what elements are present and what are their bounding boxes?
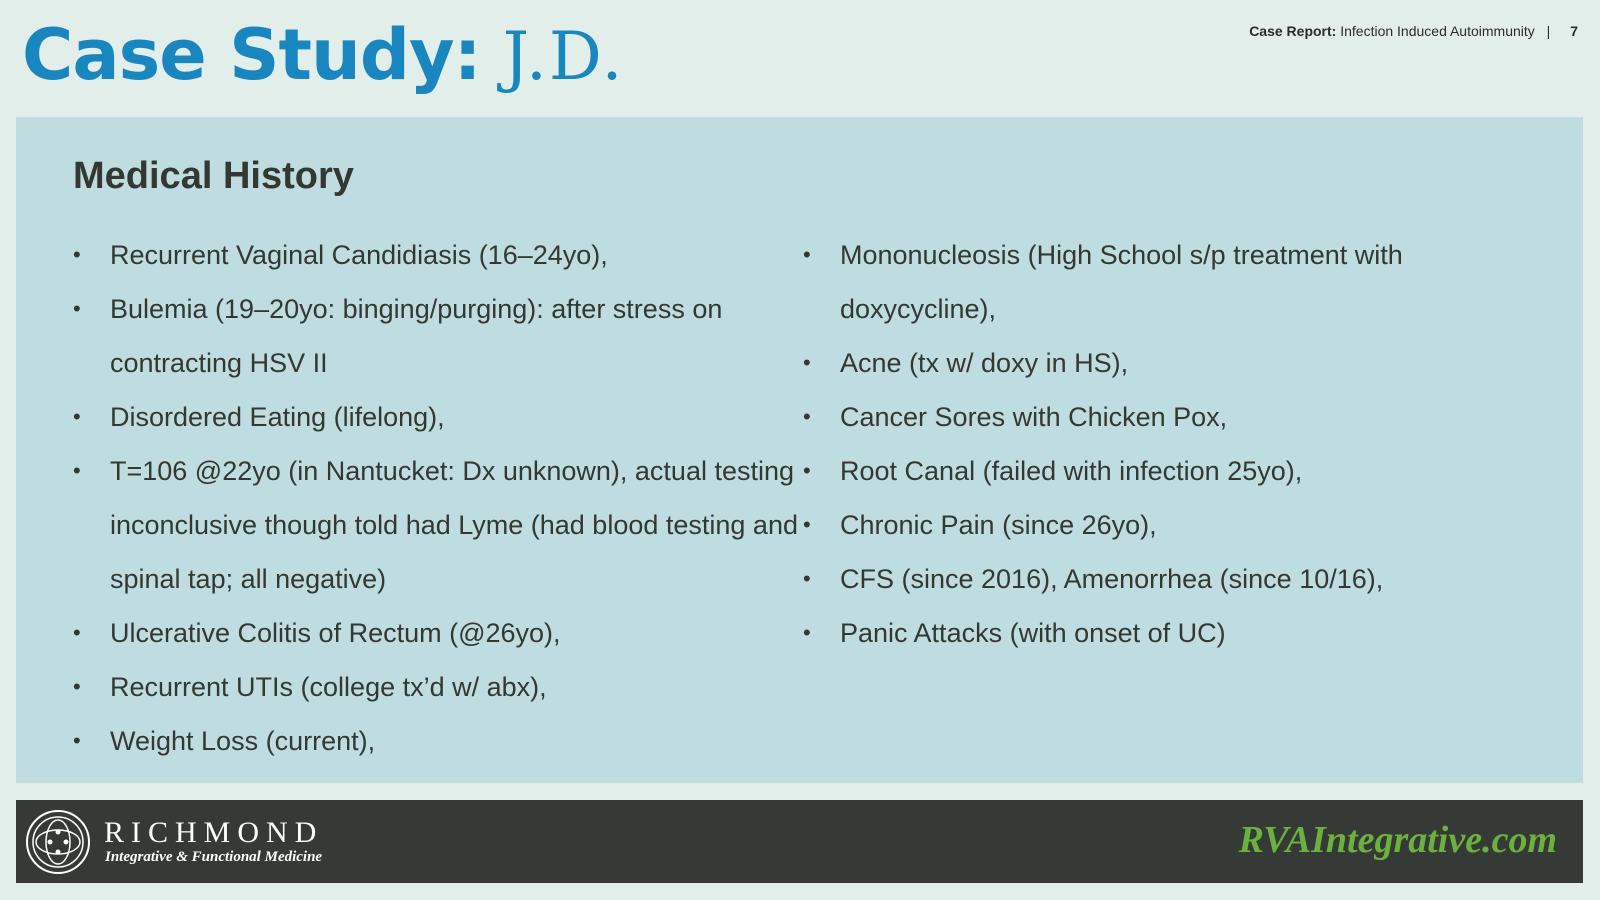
history-item-text: Cancer Sores with Chicken Pox, — [840, 402, 1228, 432]
content-panel — [16, 117, 1583, 783]
header-separator: | — [1546, 23, 1551, 39]
history-item-text: Panic Attacks (with onset of UC) — [840, 618, 1226, 648]
history-list-item — [803, 444, 1543, 498]
history-item-text: Bulemia (19–20yo: binging/purging): after stress on contracting HSV II — [110, 294, 723, 378]
history-item-text: Mononucleosis (High School s/p treatment with doxycycline), — [840, 240, 1403, 324]
history-item-text: CFS (since 2016), Amenorrhea (since 10/16), — [840, 564, 1384, 594]
bullet-icon: • — [803, 512, 811, 537]
slide-title-patient: J.D. — [502, 18, 625, 95]
history-item-text: Chronic Pain (since 26yo), — [840, 510, 1157, 540]
history-list-item — [803, 552, 1543, 606]
history-list-item — [803, 228, 1543, 336]
page-number: 7 — [1570, 23, 1578, 39]
history-list-item — [73, 390, 813, 444]
history-list-item — [73, 714, 813, 768]
bullet-icon: • — [73, 728, 81, 753]
bullet-icon: • — [73, 458, 81, 483]
history-item-text: T=106 @22yo (in Nantucket: Dx unknown), actual testing inconclusive though told had Lyme (had blood testing and spinal tap; all negative) — [110, 456, 798, 594]
case-report-title: Infection Induced Autoimmunity — [1340, 23, 1535, 39]
history-item-text: Ulcerative Colitis of Rectum (@26yo), — [110, 618, 561, 648]
history-item-text: Recurrent Vaginal Candidiasis (16–24yo), — [110, 240, 608, 270]
history-item-text: Weight Loss (current), — [110, 726, 376, 756]
bullet-icon: • — [803, 242, 811, 267]
bullet-icon: • — [803, 404, 811, 429]
bullet-icon: • — [73, 620, 81, 645]
footer-bar — [16, 800, 1583, 883]
history-list-item — [73, 606, 813, 660]
bullet-icon: • — [803, 350, 811, 375]
history-item-text: Recurrent UTIs (college tx’d w/ abx), — [110, 672, 547, 702]
bullet-icon: • — [73, 242, 81, 267]
history-item-text: Acne (tx w/ doxy in HS), — [840, 348, 1129, 378]
richmond-logo-icon — [24, 808, 92, 876]
bullet-icon: • — [73, 674, 81, 699]
history-list-right — [803, 228, 1543, 660]
case-report-header — [1249, 23, 1578, 39]
brand-subtitle: Integrative & Functional Medicine — [105, 849, 323, 865]
history-list-item — [803, 390, 1543, 444]
history-list-item — [803, 336, 1543, 390]
slide-title — [22, 14, 624, 114]
history-list-left — [73, 228, 813, 768]
history-item-text: Disordered Eating (lifelong), — [110, 402, 445, 432]
history-list-item — [803, 498, 1543, 552]
bullet-icon: • — [803, 566, 811, 591]
case-report-label: Case Report: — [1249, 23, 1337, 39]
brand-name: RICHMOND — [104, 816, 324, 849]
bullet-icon: • — [803, 620, 811, 645]
bullet-icon: • — [73, 296, 81, 321]
history-list-item — [73, 660, 813, 714]
slide-title-bold: Case Study: — [22, 14, 481, 96]
history-list-item — [73, 444, 813, 606]
website-link[interactable]: RVAIntegrative.com — [1238, 819, 1557, 861]
history-item-text: Root Canal (failed with infection 25yo), — [840, 456, 1303, 486]
bullet-icon: • — [73, 404, 81, 429]
history-list-item — [803, 606, 1543, 660]
history-list-item — [73, 282, 813, 390]
section-title: Medical History — [73, 155, 354, 197]
history-list-item — [73, 228, 813, 282]
bullet-icon: • — [803, 458, 811, 483]
